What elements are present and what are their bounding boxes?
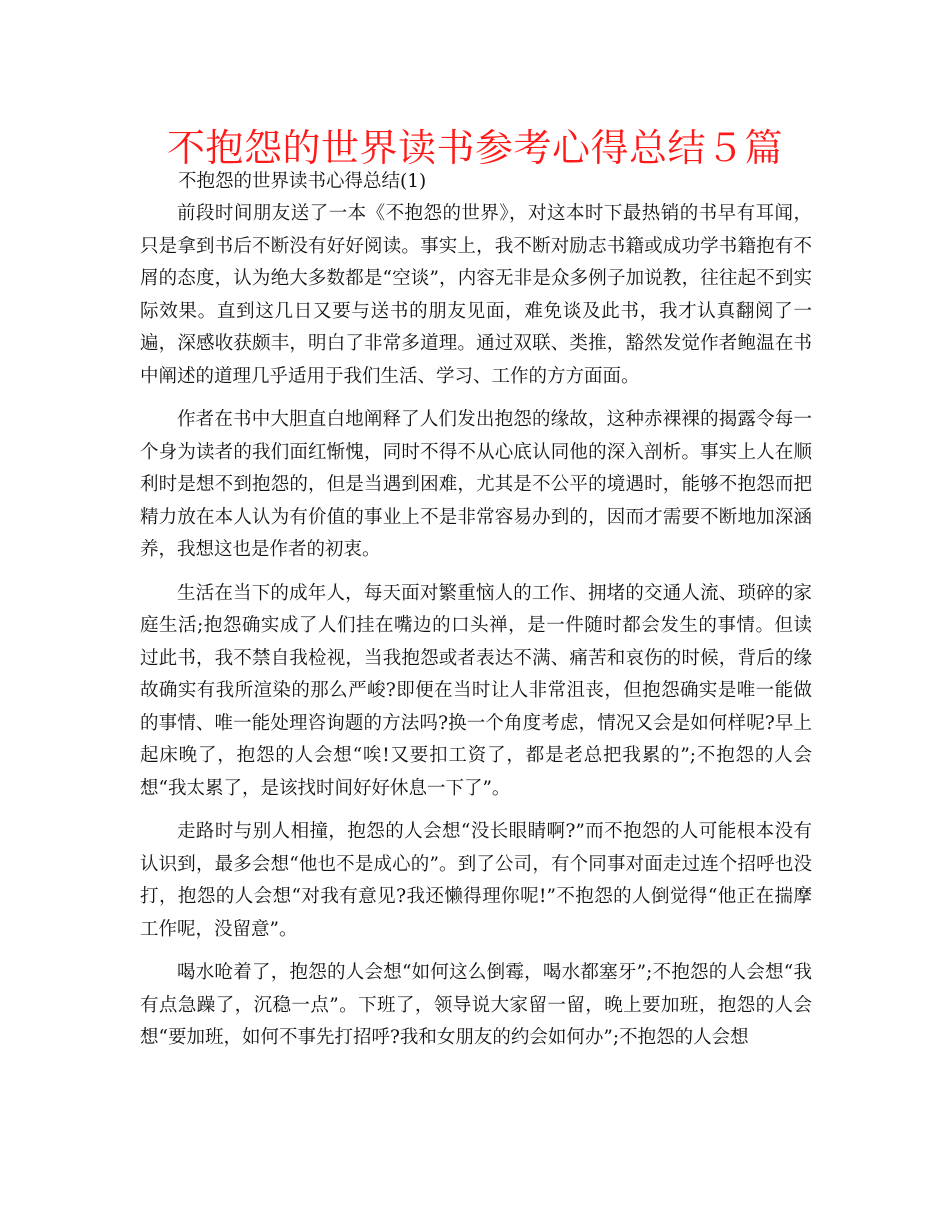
document-subtitle: 不抱怨的世界读书心得总结(1) [178, 171, 427, 192]
paragraph: 喝水呛着了，抱怨的人会想“如何这么倒霉，喝水都塞牙”;不抱怨的人会想“我有点急躁了，沉稳一点”。下班了，领导说大家留一留，晚上要加班，抱怨的人会想“要加班，如何不事先打招呼?我和女朋友的约会如何办”;不抱怨的人会想 [140, 962, 812, 1048]
paragraph: 生活在当下的成年人，每天面对繁重恼人的工作、拥堵的交通人流、琐碎的家庭生活;抱怨确实成了人们挂在嘴边的口头禅，是一件随时都会发生的事情。但读过此书，我不禁自我检视，当我抱怨或者表达不满、痛苦和哀伤的时候，背后的缘故确实有我所渲染的那么严峻?即便在当时让人非常沮丧，但抱怨确实是唯一能做的事情、唯一能处理咨询题的方法吗?换一个角度考虑，情况又会是如何样呢?早上起床晚了，抱怨的人会想“唉!又要扣工资了，都是老总把我累的”;不抱怨的人会想“我太累了，是该找时间好好休息一下了”。 [140, 582, 812, 799]
document-body [140, 198, 812, 1066]
paragraph: 走路时与别人相撞，抱怨的人会想“没长眼睛啊?”而不抱怨的人可能根本没有认识到，最多会想“他也不是成心的”。到了公司，有个同事对面走过连个招呼也没打，抱怨的人会想“对我有意见?我还懒得理你呢!”不抱怨的人倒觉得“他正在揣摩工作呢，没留意”。 [140, 821, 812, 940]
paragraph: 前段时间朋友送了一本《不抱怨的世界》，对这本时下最热销的书早有耳闻，只是拿到书后不断没有好好阅读。事实上，我不断对励志书籍或成功学书籍抱有不屑的态度，认为绝大多数都是“空谈”，内容无非是众多例子加说教，往往起不到实际效果。直到这几日又要与送书的朋友见面，难免谈及此书，我才认真翻阅了一遍，深感收获颇丰，明白了非常多道理。通过双联、类推，豁然发觉作者鲍温在书中阐述的道理几乎适用于我们生活、学习、工作的方方面面。 [140, 203, 812, 387]
paragraph: 作者在书中大胆直白地阐释了人们发出抱怨的缘故，这种赤裸裸的揭露令每一个身为读者的我们面红惭愧，同时不得不从心底认同他的深入剖析。事实上人在顺利时是想不到抱怨的，但是当遇到困难，尤其是不公平的境遇时，能够不抱怨而把精力放在本人认为有价值的事业上不是非常容易办到的，因而才需要不断地加深涵养，我想这也是作者的初衷。 [140, 409, 812, 560]
document-title: 不抱怨的世界读书参考心得总结５篇 [166, 126, 783, 170]
